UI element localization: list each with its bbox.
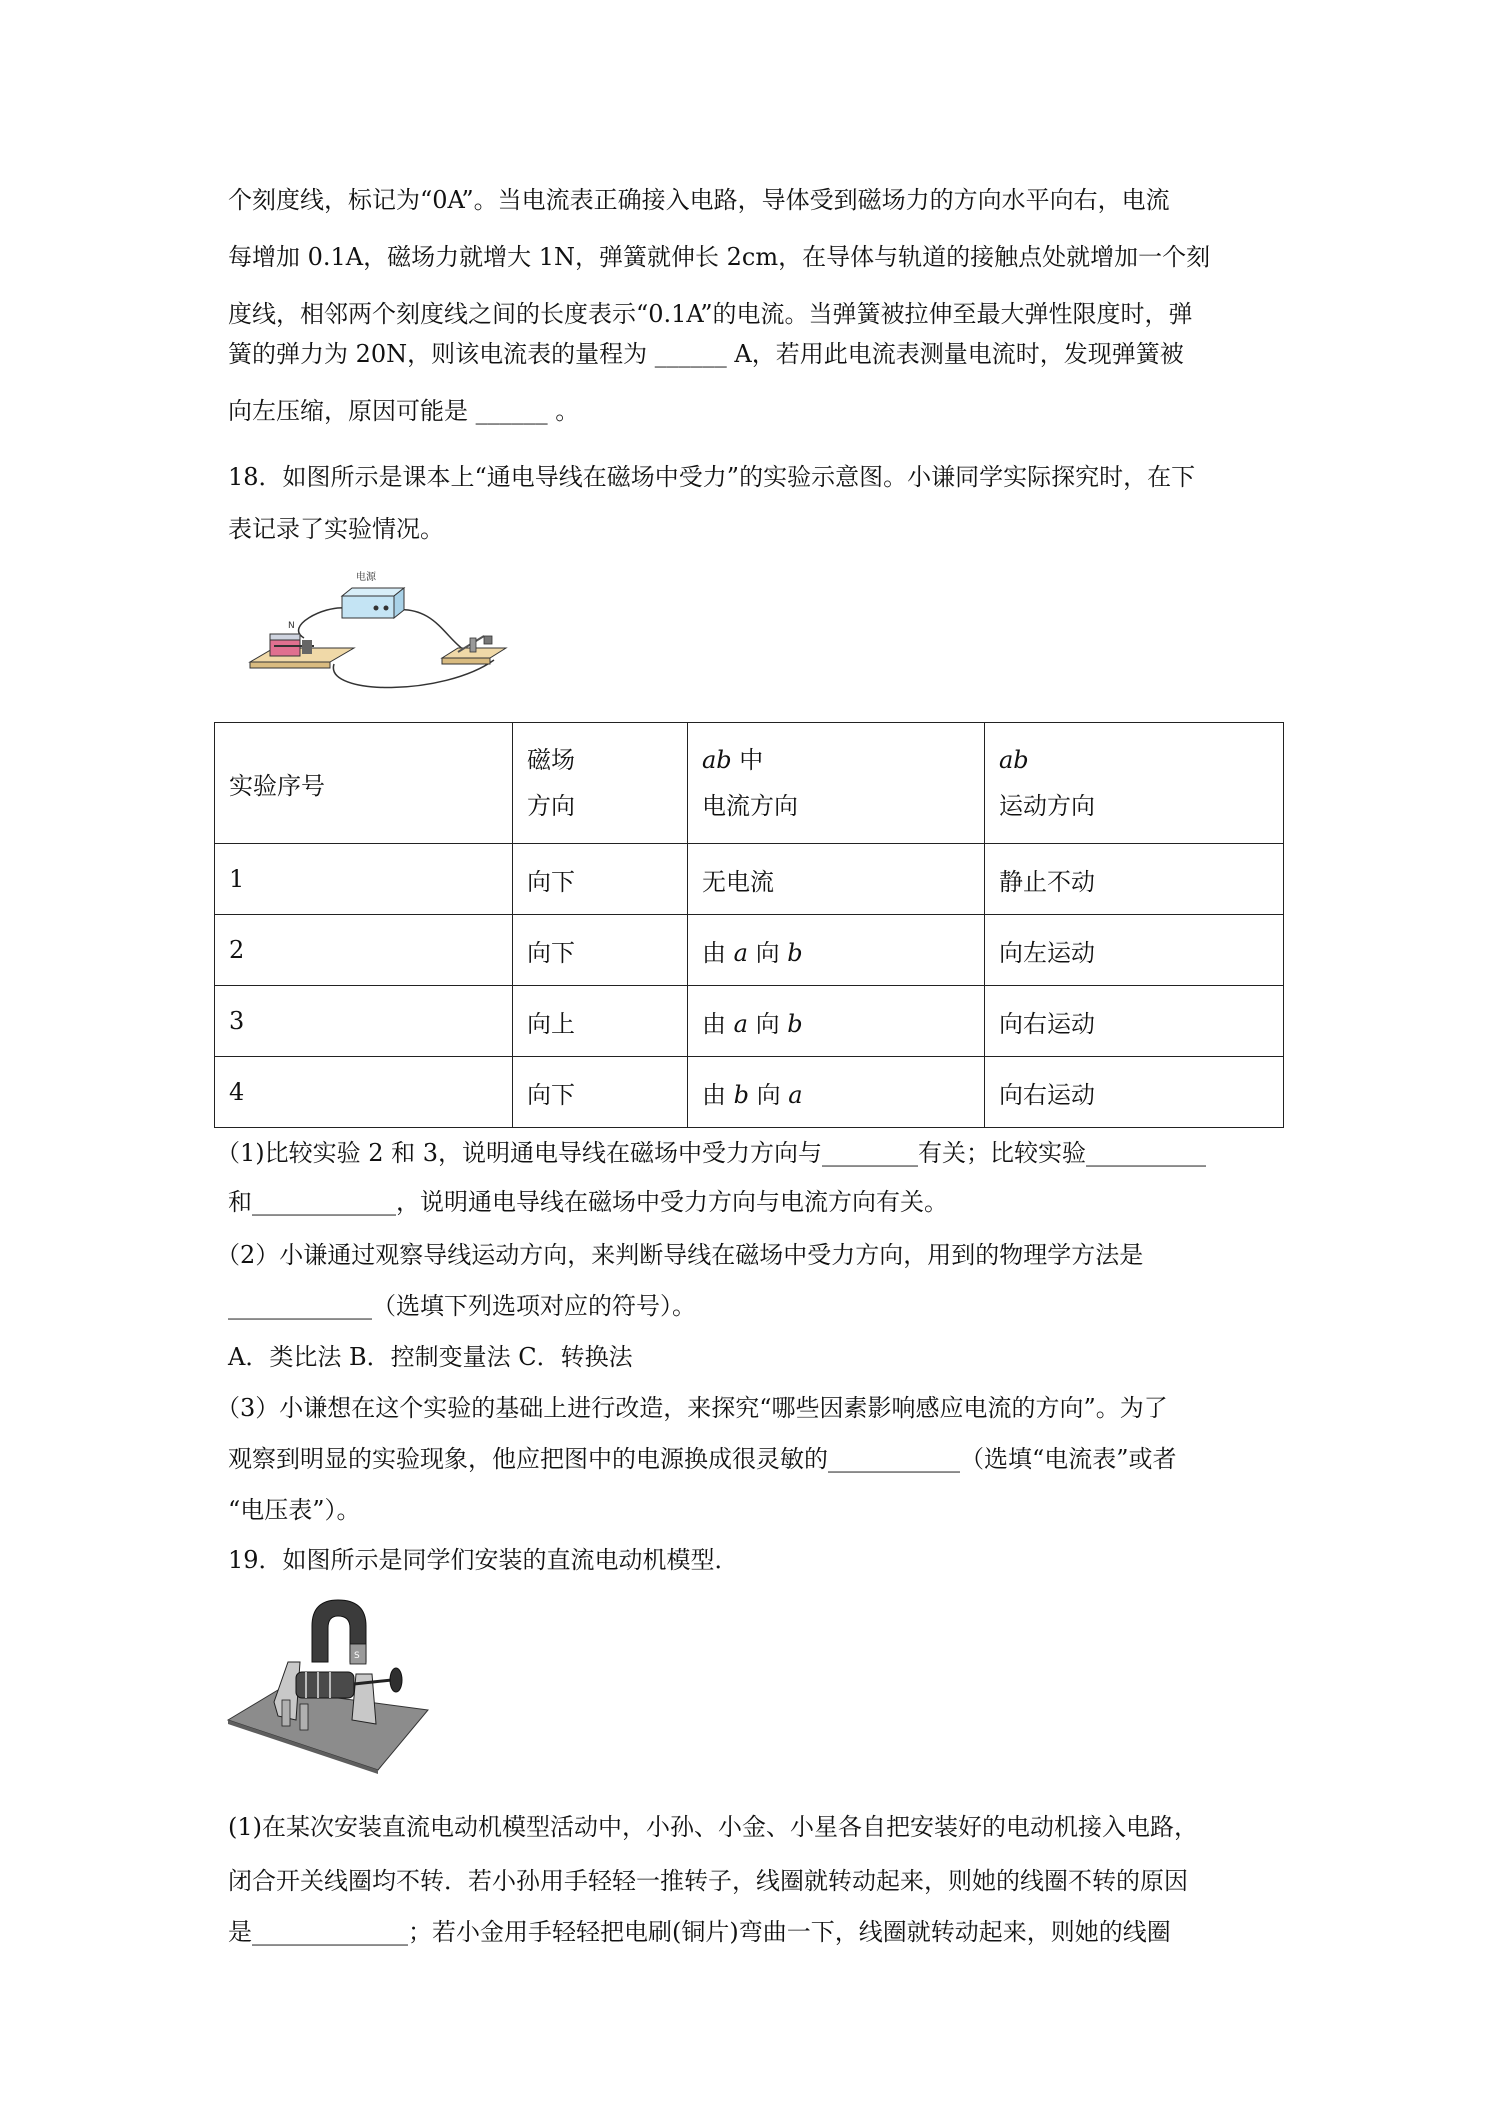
magnetic-force-apparatus-figure	[244, 566, 524, 702]
cell-no: 3	[215, 986, 513, 1057]
cell-motion: 向右运动	[985, 986, 1284, 1057]
magnet-s-pole-label: S	[354, 1651, 360, 1661]
power-supply-label: 电源	[356, 572, 376, 583]
header-experiment-no: 实验序号	[215, 723, 513, 844]
experiment-table	[214, 722, 1284, 1128]
cell-motion: 向右运动	[985, 1057, 1284, 1128]
header-field-direction: 磁场 方向	[513, 723, 688, 844]
q18-part3-line-1: （3）小谦想在这个实验的基础上进行改造，来探究“哪些因素影响感应电流的方向”。为了	[216, 1394, 1168, 1422]
q18-part3-line-3: “电压表”）。	[228, 1496, 361, 1524]
q17-line-5: 向左压缩，原因可能是 ______ 。	[228, 397, 580, 425]
header-current-direction: ab 中 电流方向	[688, 723, 985, 844]
cell-current: 由 a 向 b	[688, 915, 985, 986]
q18-part2-line-2: ____________（选填下列选项对应的符号）。	[228, 1292, 696, 1320]
q19-part1-line-3: 是_____________；若小金用手轻轻把电刷(铜片)弯曲一下，线圈就转动起来，则她的线圈	[228, 1918, 1171, 1946]
q17-line-2: 每增加 0.1A，磁场力就增大 1N，弹簧就伸长 2cm，在导体与轨道的接触点处就增加一个刻	[228, 243, 1211, 271]
q18-part2-line-1: （2）小谦通过观察导线运动方向，来判断导线在磁场中受力方向，用到的物理学方法是	[216, 1241, 1144, 1269]
cell-current: 由 a 向 b	[688, 986, 985, 1057]
q17-line-3: 度线，相邻两个刻度线之间的长度表示“0.1A”的电流。当弹簧被拉伸至最大弹性限度时，弹	[228, 300, 1193, 328]
cell-no: 2	[215, 915, 513, 986]
q18-part1-line-2: 和____________，说明通电导线在磁场中受力方向与电流方向有关。	[228, 1188, 948, 1216]
table-header-row	[215, 723, 1284, 844]
header-motion-direction: ab 运动方向	[985, 723, 1284, 844]
table-row	[215, 986, 1284, 1057]
table-row	[215, 844, 1284, 915]
cell-motion: 静止不动	[985, 844, 1284, 915]
cell-field: 向下	[513, 1057, 688, 1128]
cell-field: 向下	[513, 915, 688, 986]
cell-current: 由 b 向 a	[688, 1057, 985, 1128]
q18-line-2: 表记录了实验情况。	[228, 515, 444, 543]
q19-part1-line-1: (1)在某次安装直流电动机模型活动中，小孙、小金、小星各自把安装好的电动机接入电路，	[228, 1813, 1198, 1841]
q18-part1-line-1: （1)比较实验 2 和 3，说明通电导线在磁场中受力方向与________有关；比较实验__________	[216, 1139, 1207, 1167]
dc-motor-model-figure	[226, 1592, 430, 1774]
cell-no: 1	[215, 844, 513, 915]
q18-line-1: 18．如图所示是课本上“通电导线在磁场中受力”的实验示意图。小谦同学实际探究时，在下	[228, 463, 1196, 491]
cell-field: 向下	[513, 844, 688, 915]
q17-line-1: 个刻度线，标记为“0A”。当电流表正确接入电路，导体受到磁场力的方向水平向右，电流	[228, 186, 1170, 214]
q19-line-1: 19．如图所示是同学们安装的直流电动机模型．	[228, 1546, 739, 1574]
q17-line-4: 簧的弹力为 20N，则该电流表的量程为 ______ A，若用此电流表测量电流时，发现弹簧被	[228, 340, 1184, 368]
cell-motion: 向左运动	[985, 915, 1284, 986]
q18-options: A．类比法 B．控制变量法 C．转换法	[228, 1343, 633, 1371]
q18-part3-line-2: 观察到明显的实验现象，他应把图中的电源换成很灵敏的___________（选填“电流表”或者	[228, 1445, 1177, 1473]
table-row	[215, 1057, 1284, 1128]
cell-no: 4	[215, 1057, 513, 1128]
q19-part1-line-2: 闭合开关线圈均不转．若小孙用手轻轻一推转子，线圈就转动起来，则她的线圈不转的原因	[228, 1867, 1188, 1895]
cell-current: 无电流	[688, 844, 985, 915]
table-row	[215, 915, 1284, 986]
magnet-pole-label: N	[288, 621, 295, 631]
cell-field: 向上	[513, 986, 688, 1057]
